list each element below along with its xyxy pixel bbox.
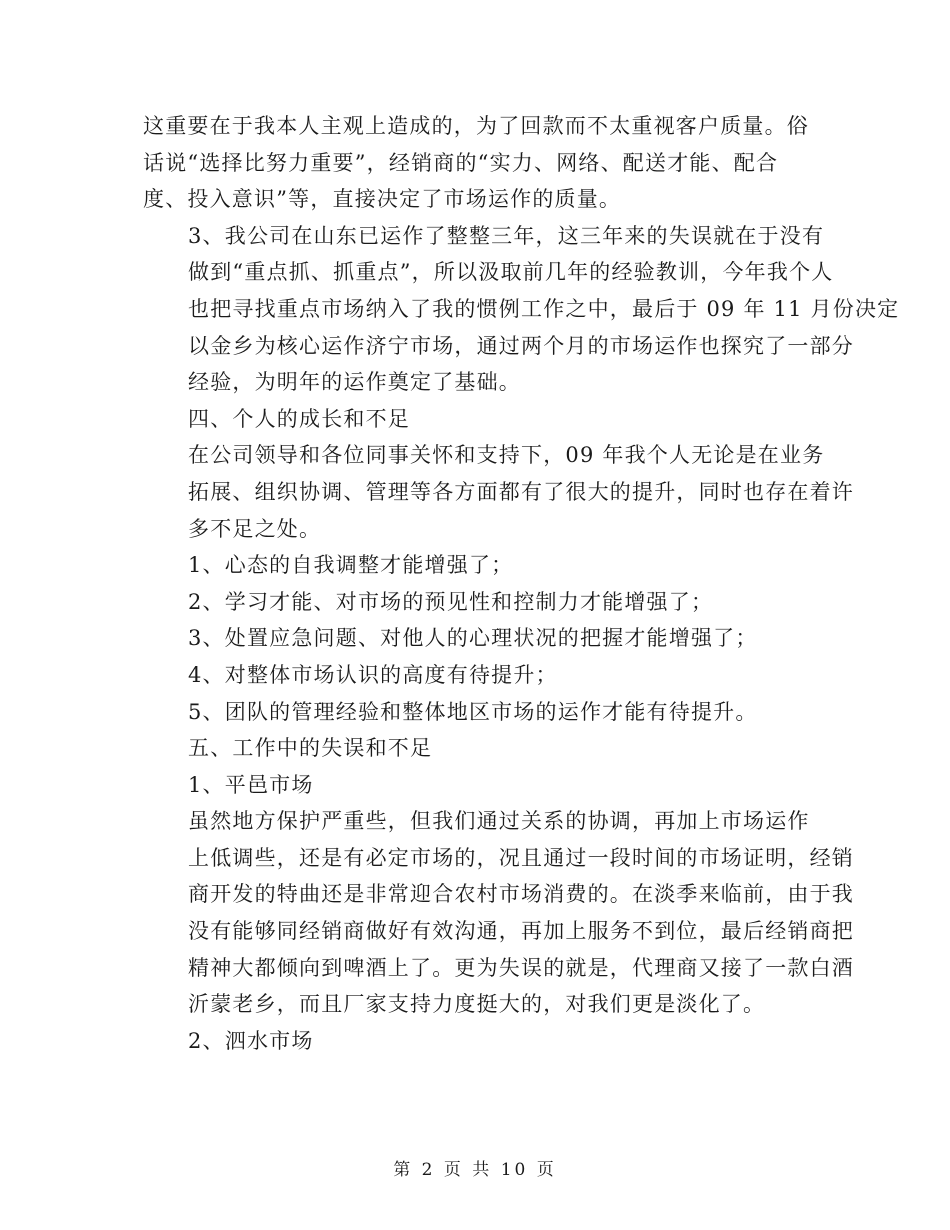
text-line: 经验，为明年的运作奠定了基础。 [188, 370, 521, 395]
text-line: 上低调些，还是有必定市场的，况且通过一段时间的市场证明，经销 [188, 845, 854, 870]
text-line: 精神大都倾向到啤酒上了。更为失误的就是，代理商又接了一款白酒 [188, 955, 854, 980]
text-line: 度、投入意识”等，直接决定了市场运作的质量。 [143, 187, 622, 212]
paragraph [143, 620, 815, 657]
text-line: 也把寻找重点市场纳入了我的惯例工作之中，最后于 09 年 11 月份决定 [188, 296, 900, 321]
text-line: 多不足之处。 [188, 516, 322, 541]
paragraph [143, 401, 815, 438]
paragraph [143, 218, 900, 401]
paragraph [143, 694, 815, 731]
text-line: 话说“选择比努力重要”，经销商的“实力、网络、配送才能、配合 [143, 150, 779, 175]
paragraph [143, 657, 815, 694]
text-line: 做到“重点抓、抓重点”，所以汲取前几年的经验教训，今年我个人 [188, 260, 834, 285]
page-footer: 第 2 页 共 10 页 [393, 1160, 557, 1180]
text-line: 4、对整体市场认识的高度有待提升； [188, 662, 558, 687]
paragraph [143, 767, 815, 804]
paragraph [143, 437, 854, 547]
text-line: 以金乡为核心运作济宁市场，通过两个月的市场运作也探究了一部分 [188, 333, 854, 358]
text-line: 虽然地方保护严重些，但我们通过关系的协调，再加上市场运作 [188, 809, 810, 834]
paragraph [143, 1023, 815, 1060]
text-line: 1、平邑市场 [188, 772, 314, 797]
text-line: 商开发的特曲还是非常迎合农村市场消费的。在淡季来临前，由于我 [188, 882, 854, 907]
text-line: 1、心态的自我调整才能增强了； [188, 553, 514, 578]
text-line: 这重要在于我本人主观上造成的，为了回款而不太重视客户质量。俗 [143, 114, 809, 138]
paragraph [143, 803, 854, 1023]
paragraph [143, 547, 815, 584]
text-line: 在公司领导和各位同事关怀和支持下，09 年我个人无论是在业务 [188, 443, 825, 468]
paragraph [143, 108, 815, 218]
paragraph [143, 584, 815, 621]
text-line: 2、学习才能、对市场的预见性和控制力才能增强了； [188, 589, 714, 614]
text-line: 3、我公司在山东已运作了整整三年，这三年来的失误就在于没有 [188, 223, 825, 248]
text-line: 四、个人的成长和不足 [188, 406, 410, 431]
document-body [143, 108, 900, 1059]
text-line: 拓展、组织协调、管理等各方面都有了很大的提升，同时也存在着许 [188, 479, 854, 504]
text-line: 五、工作中的失误和不足 [188, 736, 433, 761]
text-line: 沂蒙老乡，而且厂家支持力度挺大的，对我们更是淡化了。 [188, 992, 766, 1017]
text-line: 5、团队的管理经验和整体地区市场的运作才能有待提升。 [188, 699, 758, 724]
text-line: 3、处置应急问题、对他人的心理状况的把握才能增强了； [188, 626, 758, 651]
text-line: 没有能够同经销商做好有效沟通，再加上服务不到位，最后经销商把 [188, 919, 854, 944]
paragraph [143, 730, 815, 767]
text-line: 2、泗水市场 [188, 1028, 314, 1053]
